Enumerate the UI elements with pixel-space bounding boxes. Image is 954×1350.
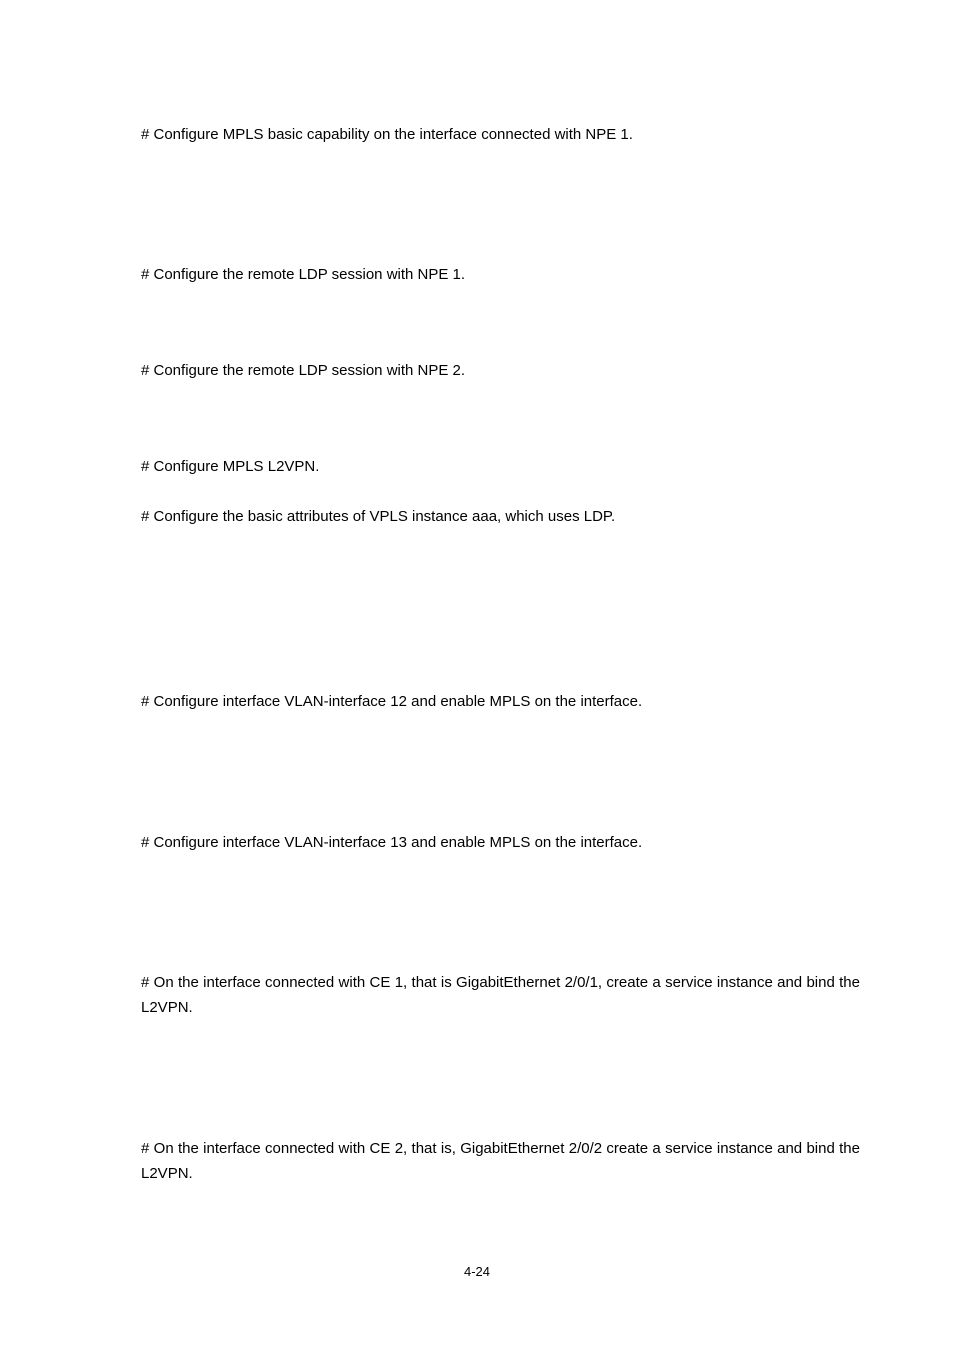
instruction-mpls-basic: # Configure MPLS basic capability on the interface connected with NPE 1. bbox=[141, 126, 633, 143]
instruction-mpls-l2vpn: # Configure MPLS L2VPN. bbox=[141, 458, 320, 475]
instruction-remote-ldp-npe2: # Configure the remote LDP session with NPE 2. bbox=[141, 362, 466, 379]
instruction-vpls-instance: # Configure the basic attributes of VPLS instance aaa, which uses LDP. bbox=[141, 508, 616, 525]
instruction-vlan-interface-12: # Configure interface VLAN-interface 12 and enable MPLS on the interface. bbox=[141, 693, 643, 710]
instruction-remote-ldp-npe1: # Configure the remote LDP session with NPE 1. bbox=[141, 266, 466, 283]
page-number: 4-24 bbox=[463, 1264, 491, 1279]
instruction-ce1-service-instance: # On the interface connected with CE 1, that is GigabitEthernet 2/0/1, create a service instance and bind the L2VPN. bbox=[141, 974, 860, 1016]
instruction-vlan-interface-13: # Configure interface VLAN-interface 13 and enable MPLS on the interface. bbox=[141, 834, 643, 851]
instruction-ce2-service-instance: # On the interface connected with CE 2, that is, GigabitEthernet 2/0/2 create a service instance and bind the L2VPN. bbox=[141, 1140, 860, 1182]
